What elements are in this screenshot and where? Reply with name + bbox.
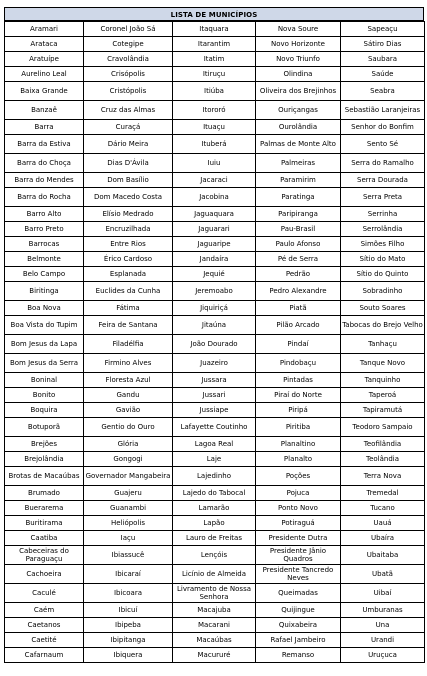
table-row [5, 648, 425, 663]
municipality-cell: Boquira [5, 403, 84, 418]
municipality-cell: Buerarema [5, 501, 84, 516]
municipality-cell: Esplanada [84, 267, 173, 282]
municipality-cell: Uibaí [341, 584, 425, 603]
table-row [5, 267, 425, 282]
municipality-cell: Jequié [173, 267, 256, 282]
municipality-cell: Ibipeba [84, 618, 173, 633]
municipality-cell: Quijingue [256, 603, 341, 618]
municipality-cell: Lençóis [173, 546, 256, 565]
municipality-cell: Encruzilhada [84, 222, 173, 237]
municipality-cell: Rafael Jambeiro [256, 633, 341, 648]
municipality-cell: Teolândia [341, 452, 425, 467]
municipality-cell: Queimadas [256, 584, 341, 603]
municipality-cell: Saúde [341, 67, 425, 82]
municipality-cell: Jacaraci [173, 173, 256, 188]
municipality-cell: Laje [173, 452, 256, 467]
municipality-cell: Serra Dourada [341, 173, 425, 188]
municipality-cell: Pindaí [256, 335, 341, 354]
municipality-cell: Caculé [5, 584, 84, 603]
municipality-cell: Pojuca [256, 486, 341, 501]
municipality-cell: Tanque Novo [341, 354, 425, 373]
municipality-cell: Tabocas do Brejo Velho [341, 316, 425, 335]
table-row [5, 282, 425, 301]
municipality-cell: Taperoá [341, 388, 425, 403]
municipality-cell: Presidente Tancredo Neves [256, 565, 341, 584]
municipality-cell: Cruz das Almas [84, 101, 173, 120]
municipality-table [4, 21, 425, 663]
municipality-cell: Quixabeira [256, 618, 341, 633]
table-row [5, 418, 425, 437]
municipality-cell: Brumado [5, 486, 84, 501]
municipality-cell: Cristópolis [84, 82, 173, 101]
table-row [5, 437, 425, 452]
municipality-cell: Tremedal [341, 486, 425, 501]
list-title: LISTA DE MUNICÍPIOS [4, 7, 424, 21]
municipality-cell: Boa Vista do Tupim [5, 316, 84, 335]
municipality-cell: Elísio Medrado [84, 207, 173, 222]
municipality-cell: Brejolândia [5, 452, 84, 467]
municipality-cell: Sento Sé [341, 135, 425, 154]
municipality-cell: Cravolândia [84, 52, 173, 67]
table-row [5, 618, 425, 633]
municipality-cell: Filadélfia [84, 335, 173, 354]
municipality-cell: Belmonte [5, 252, 84, 267]
table-row [5, 388, 425, 403]
municipality-cell: Novo Triunfo [256, 52, 341, 67]
municipality-cell: Urandi [341, 633, 425, 648]
municipality-cell: Cotegipe [84, 37, 173, 52]
table-row [5, 82, 425, 101]
municipality-cell: Pindobaçu [256, 354, 341, 373]
municipality-cell: Macajuba [173, 603, 256, 618]
municipality-cell: Ubaíra [341, 531, 425, 546]
municipality-cell: João Dourado [173, 335, 256, 354]
table-row [5, 101, 425, 120]
municipality-cell: Gavião [84, 403, 173, 418]
table-row [5, 584, 425, 603]
municipality-cell: Baixa Grande [5, 82, 84, 101]
municipality-cell: Jussari [173, 388, 256, 403]
municipality-cell: Aratuípe [5, 52, 84, 67]
municipality-cell: Oliveira dos Brejinhos [256, 82, 341, 101]
municipality-cell: Iaçu [84, 531, 173, 546]
municipality-cell: Cachoeira [5, 565, 84, 584]
municipality-cell: Ituberá [173, 135, 256, 154]
table-row [5, 237, 425, 252]
municipality-cell: Sobradinho [341, 282, 425, 301]
table-row [5, 373, 425, 388]
municipality-cell: Dom Macedo Costa [84, 188, 173, 207]
municipality-cell: Dário Meira [84, 135, 173, 154]
municipality-cell: Érico Cardoso [84, 252, 173, 267]
municipality-cell: Lajedo do Tabocal [173, 486, 256, 501]
table-row [5, 207, 425, 222]
municipality-cell: Itaquara [173, 22, 256, 37]
municipality-cell: Paratinga [256, 188, 341, 207]
municipality-cell: Itiúba [173, 82, 256, 101]
municipality-cell: Tapiramutá [341, 403, 425, 418]
municipality-cell: Biritinga [5, 282, 84, 301]
municipality-cell: Paulo Afonso [256, 237, 341, 252]
municipality-cell: Jeremoabo [173, 282, 256, 301]
municipality-cell: Buritirama [5, 516, 84, 531]
table-row [5, 67, 425, 82]
municipality-cell: Jandaíra [173, 252, 256, 267]
municipality-cell: Sebastião Laranjeiras [341, 101, 425, 120]
municipality-cell: Saubara [341, 52, 425, 67]
municipality-cell: Barrocas [5, 237, 84, 252]
municipality-cell: Jussara [173, 373, 256, 388]
municipality-cell: Serrinha [341, 207, 425, 222]
table-row [5, 633, 425, 648]
municipality-cell: Botuporã [5, 418, 84, 437]
municipality-cell: Crisópolis [84, 67, 173, 82]
municipality-cell: Licínio de Almeida [173, 565, 256, 584]
municipality-cell: Barro Preto [5, 222, 84, 237]
municipality-cell: Fátima [84, 301, 173, 316]
municipality-cell: Barra da Estiva [5, 135, 84, 154]
municipality-cell: Firmino Alves [84, 354, 173, 373]
municipality-cell: Cafarnaum [5, 648, 84, 663]
municipality-cell: Ouriçangas [256, 101, 341, 120]
municipality-cell: Ibicaraí [84, 565, 173, 584]
table-row [5, 154, 425, 173]
municipality-cell: Gongogi [84, 452, 173, 467]
municipality-cell: Ponto Novo [256, 501, 341, 516]
municipality-cell: Novo Horizonte [256, 37, 341, 52]
municipality-cell: Teofilândia [341, 437, 425, 452]
municipality-cell: Uruçuca [341, 648, 425, 663]
municipality-cell: Bom Jesus da Lapa [5, 335, 84, 354]
municipality-cell: Piritiba [256, 418, 341, 437]
municipality-cell: Brotas de Macaúbas [5, 467, 84, 486]
municipality-cell: Presidente Jânio Quadros [256, 546, 341, 565]
municipality-cell: Serrolândia [341, 222, 425, 237]
municipality-cell: Lajedinho [173, 467, 256, 486]
municipality-cell: Pilão Arcado [256, 316, 341, 335]
table-row [5, 52, 425, 67]
municipality-cell: Caém [5, 603, 84, 618]
municipality-cell: Lauro de Freitas [173, 531, 256, 546]
municipality-cell: Boninal [5, 373, 84, 388]
municipality-cell: Belo Campo [5, 267, 84, 282]
municipality-cell: Macaúbas [173, 633, 256, 648]
municipality-cell: Tanquinho [341, 373, 425, 388]
municipality-cell: Ibicuí [84, 603, 173, 618]
municipality-cell: Sátiro Dias [341, 37, 425, 52]
municipality-cell: Piraí do Norte [256, 388, 341, 403]
municipality-cell: Simões Filho [341, 237, 425, 252]
municipality-cell: Gentio do Ouro [84, 418, 173, 437]
table-row [5, 354, 425, 373]
municipality-cell: Sítio do Mato [341, 252, 425, 267]
municipality-cell: Planaltino [256, 437, 341, 452]
municipality-cell: Terra Nova [341, 467, 425, 486]
municipality-cell: Jaguaripe [173, 237, 256, 252]
municipality-cell: Dom Basílio [84, 173, 173, 188]
table-row [5, 403, 425, 418]
municipality-cell: Ibipitanga [84, 633, 173, 648]
municipality-cell: Barra do Rocha [5, 188, 84, 207]
table-row [5, 135, 425, 154]
table-row [5, 22, 425, 37]
municipality-cell: Bom Jesus da Serra [5, 354, 84, 373]
table-row [5, 173, 425, 188]
table-row [5, 565, 425, 584]
municipality-cell: Pau-Brasil [256, 222, 341, 237]
table-row [5, 467, 425, 486]
municipality-cell: Pedrão [256, 267, 341, 282]
municipality-cell: Umburanas [341, 603, 425, 618]
municipality-cell: Teodoro Sampaio [341, 418, 425, 437]
municipality-cell: Pé de Serra [256, 252, 341, 267]
table-row [5, 546, 425, 565]
municipality-cell: Sítio do Quinto [341, 267, 425, 282]
municipality-cell: Coronel João Sá [84, 22, 173, 37]
municipality-cell: Caetanos [5, 618, 84, 633]
table-row [5, 516, 425, 531]
municipality-cell: Serra Preta [341, 188, 425, 207]
municipality-cell: Iuiu [173, 154, 256, 173]
municipality-cell: Seabra [341, 82, 425, 101]
municipality-cell: Paramirim [256, 173, 341, 188]
municipality-cell: Una [341, 618, 425, 633]
municipality-cell: Palmas de Monte Alto [256, 135, 341, 154]
municipality-cell: Potiraguá [256, 516, 341, 531]
table-row [5, 252, 425, 267]
municipality-cell: Lafayette Coutinho [173, 418, 256, 437]
municipality-cell: Barra [5, 120, 84, 135]
municipality-cell: Entre Rios [84, 237, 173, 252]
municipality-cell: Tanhaçu [341, 335, 425, 354]
table-row [5, 301, 425, 316]
municipality-cell: Heliópolis [84, 516, 173, 531]
municipality-cell: Juazeiro [173, 354, 256, 373]
municipality-cell: Euclides da Cunha [84, 282, 173, 301]
municipality-cell: Brejões [5, 437, 84, 452]
municipality-cell: Caatiba [5, 531, 84, 546]
municipality-cell: Feira de Santana [84, 316, 173, 335]
municipality-cell: Lapão [173, 516, 256, 531]
municipality-cell: Piatã [256, 301, 341, 316]
municipality-cell: Lagoa Real [173, 437, 256, 452]
municipality-cell: Olindina [256, 67, 341, 82]
municipality-cell: Ituaçu [173, 120, 256, 135]
table-row [5, 222, 425, 237]
table-row [5, 501, 425, 516]
municipality-cell: Barra do Choça [5, 154, 84, 173]
municipality-cell: Ibiassucê [84, 546, 173, 565]
municipality-cell: Jaguarari [173, 222, 256, 237]
municipality-cell: Jaguaquara [173, 207, 256, 222]
municipality-cell: Poções [256, 467, 341, 486]
municipality-cell: Itiruçu [173, 67, 256, 82]
municipality-cell: Glória [84, 437, 173, 452]
municipality-cell: Presidente Dutra [256, 531, 341, 546]
municipality-cell: Livramento de Nossa Senhora [173, 584, 256, 603]
table-row [5, 335, 425, 354]
municipality-cell: Jiquiriçá [173, 301, 256, 316]
municipality-cell: Barra do Mendes [5, 173, 84, 188]
municipality-cell: Palmeiras [256, 154, 341, 173]
municipality-cell: Arataca [5, 37, 84, 52]
municipality-cell: Planalto [256, 452, 341, 467]
municipality-cell: Lamarão [173, 501, 256, 516]
municipality-cell: Piripá [256, 403, 341, 418]
municipality-cell: Souto Soares [341, 301, 425, 316]
municipality-cell: Jussiape [173, 403, 256, 418]
municipality-cell: Boa Nova [5, 301, 84, 316]
table-row [5, 316, 425, 335]
municipality-cell: Bonito [5, 388, 84, 403]
municipality-cell: Gandu [84, 388, 173, 403]
municipality-cell: Pintadas [256, 373, 341, 388]
municipality-cell: Banzaê [5, 101, 84, 120]
municipality-cell: Ubatã [341, 565, 425, 584]
table-row [5, 37, 425, 52]
municipality-cell: Jacobina [173, 188, 256, 207]
municipality-cell: Curaçá [84, 120, 173, 135]
municipality-cell: Ourolândia [256, 120, 341, 135]
municipality-cell: Dias D'Ávila [84, 154, 173, 173]
municipality-cell: Cabeceiras do Paraguaçu [5, 546, 84, 565]
municipality-cell: Serra do Ramalho [341, 154, 425, 173]
table-row [5, 486, 425, 501]
table-row [5, 603, 425, 618]
municipality-cell: Pedro Alexandre [256, 282, 341, 301]
municipality-cell: Barro Alto [5, 207, 84, 222]
municipality-cell: Jitaúna [173, 316, 256, 335]
municipality-cell: Aurelino Leal [5, 67, 84, 82]
municipality-cell: Itarantim [173, 37, 256, 52]
municipality-cell: Nova Soure [256, 22, 341, 37]
municipality-cell: Macururé [173, 648, 256, 663]
municipality-cell: Remanso [256, 648, 341, 663]
table-row [5, 188, 425, 207]
table-row [5, 531, 425, 546]
municipality-cell: Governador Mangabeira [84, 467, 173, 486]
municipality-cell: Uauá [341, 516, 425, 531]
municipality-cell: Caetité [5, 633, 84, 648]
municipality-cell: Tucano [341, 501, 425, 516]
municipality-cell: Paripiranga [256, 207, 341, 222]
municipality-cell: Ibicoara [84, 584, 173, 603]
municipality-cell: Floresta Azul [84, 373, 173, 388]
municipality-cell: Itatim [173, 52, 256, 67]
municipality-cell: Ubaitaba [341, 546, 425, 565]
municipality-cell: Ibiquera [84, 648, 173, 663]
table-row [5, 120, 425, 135]
municipality-cell: Sapeaçu [341, 22, 425, 37]
municipality-cell: Aramari [5, 22, 84, 37]
municipality-cell: Guajeru [84, 486, 173, 501]
table-row [5, 452, 425, 467]
municipality-list [4, 7, 424, 663]
municipality-cell: Guanambi [84, 501, 173, 516]
municipality-cell: Macarani [173, 618, 256, 633]
municipality-cell: Itororó [173, 101, 256, 120]
municipality-cell: Senhor do Bonfim [341, 120, 425, 135]
